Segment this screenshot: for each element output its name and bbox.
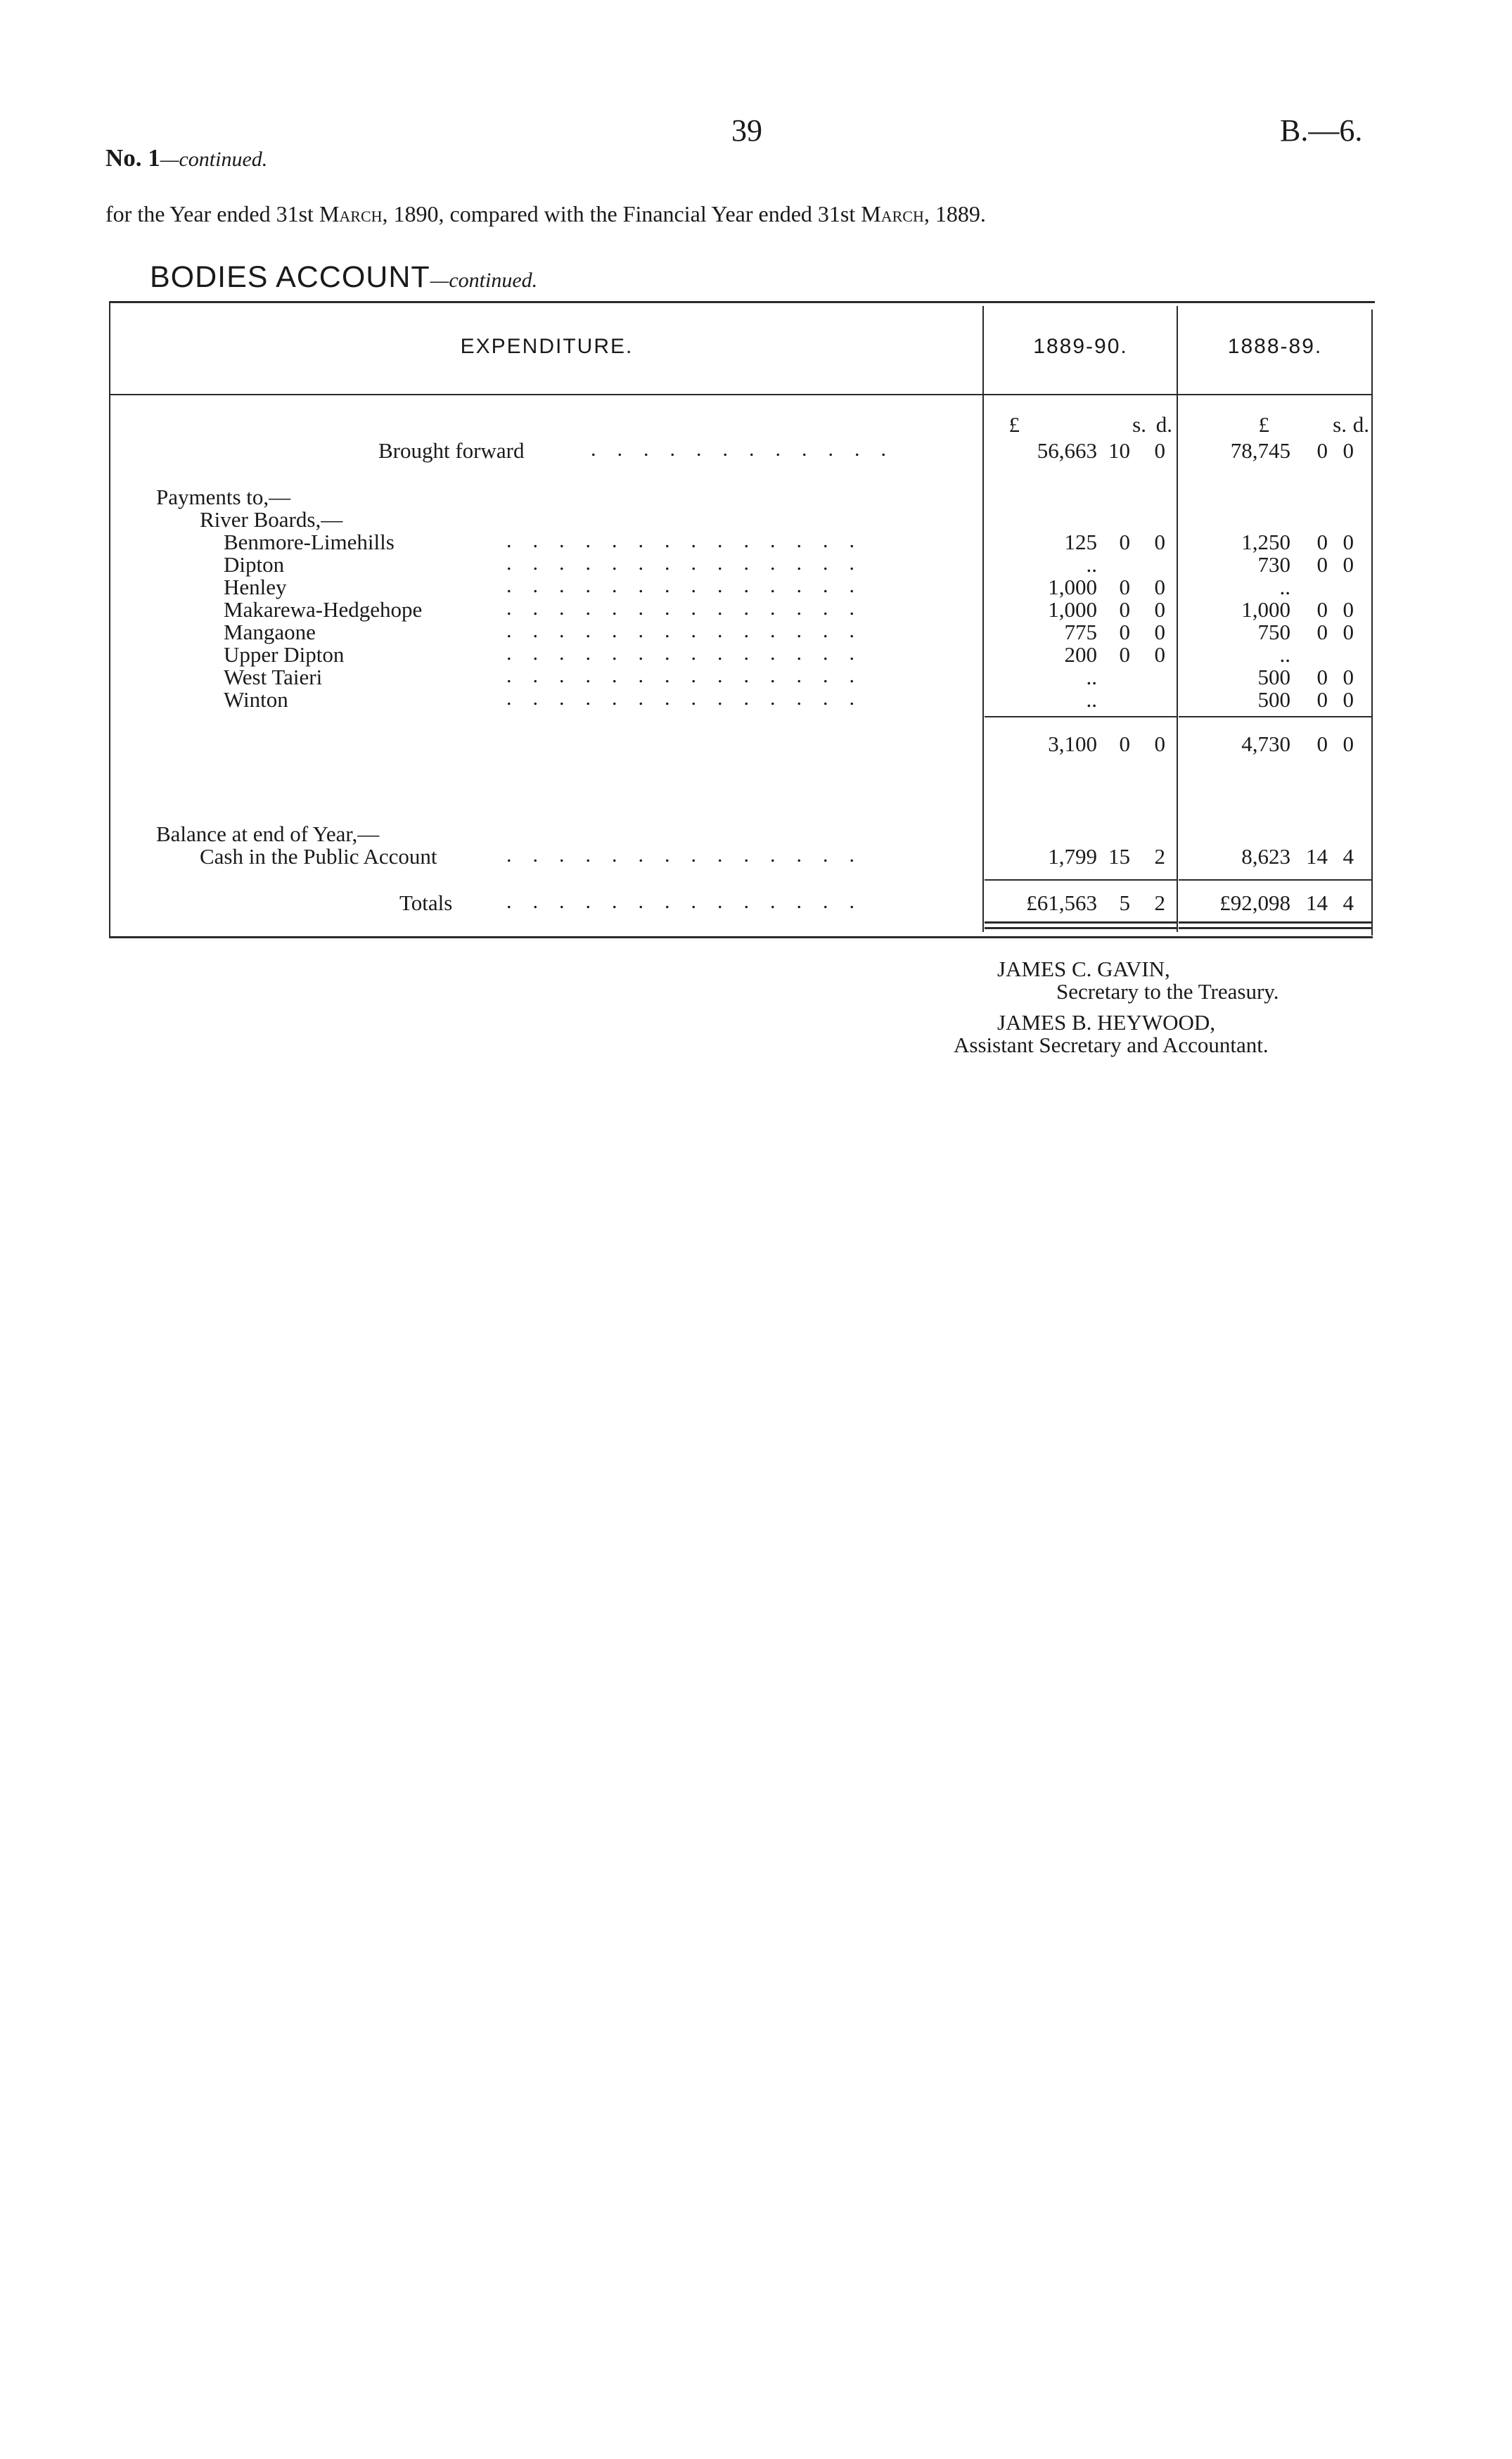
river-board-name: Benmore-Limehills — [224, 530, 395, 554]
cash-y2-shillings: 14 — [1306, 844, 1328, 869]
totals-leader: .............. — [506, 890, 876, 913]
payments-heading: Payments to,— — [156, 485, 291, 509]
subtotal-rule-y2 — [1179, 716, 1371, 717]
row-y2-shillings: 0 — [1316, 597, 1328, 622]
totals-label: Totals — [399, 890, 453, 915]
totals-y1-pence: 2 — [1154, 890, 1165, 915]
river-board-name: West Taieri — [224, 665, 323, 689]
row-leader: .............. — [506, 529, 876, 552]
subtotal-y2-pence: 0 — [1343, 732, 1354, 756]
cash-y1-pence: 2 — [1154, 844, 1165, 869]
row-y2-pounds: .. — [1279, 575, 1290, 599]
row-y1-pence: 0 — [1154, 575, 1165, 599]
row-leader: .............. — [506, 664, 876, 687]
row-y1-shillings: 0 — [1119, 620, 1130, 644]
row-y1-pounds: 1,000 — [1048, 597, 1097, 622]
row-leader: .............. — [506, 551, 876, 575]
totals-y1-pounds: £61,563 — [1026, 890, 1097, 915]
totals-double-rule-y2b — [1179, 927, 1371, 929]
totals-top-rule-y2 — [1179, 879, 1371, 881]
brought-forward-y2-pence: 0 — [1343, 438, 1354, 463]
subtitle-suffix: , 1889. — [923, 201, 986, 226]
row-y1-shillings: 0 — [1119, 530, 1130, 554]
table-bottom-rule — [109, 936, 1373, 938]
signatory-title-2: Assistant Secretary and Accountant. — [954, 1033, 1269, 1057]
unit-pence-y2: d. — [1352, 412, 1369, 437]
document-number-label: No. 1 — [105, 144, 160, 172]
brought-forward-y1-pence: 0 — [1154, 438, 1165, 463]
row-y1-pounds: 1,000 — [1048, 575, 1097, 599]
column-header-expenditure: EXPENDITURE. — [460, 335, 634, 358]
row-y2-pounds: .. — [1279, 642, 1290, 667]
table-col-rule-2 — [1177, 306, 1178, 932]
row-y2-pence: 0 — [1343, 687, 1354, 712]
row-y1-shillings: 0 — [1119, 597, 1130, 622]
unit-shilling-y1: s. — [1132, 412, 1146, 437]
signatory-name-1: JAMES C. GAVIN, — [997, 957, 1170, 981]
totals-double-rule-y1b — [985, 927, 1177, 929]
unit-shilling-y2: s. — [1333, 412, 1347, 437]
table-col-rule-1 — [982, 306, 984, 932]
river-board-name: Dipton — [224, 552, 285, 577]
brought-forward-label: Brought forward — [378, 438, 525, 463]
section-title — [150, 260, 537, 295]
row-y1-pence: 0 — [1154, 597, 1165, 622]
river-board-name: Makarewa-Hedgehope — [224, 597, 423, 622]
cash-leader: .............. — [506, 843, 876, 867]
row-y2-pounds: 750 — [1257, 620, 1290, 644]
row-y2-pence: 0 — [1343, 530, 1354, 554]
unit-pound-y1: £ — [1008, 412, 1020, 437]
table-top-rule — [109, 301, 1375, 303]
row-y1-pence: 0 — [1154, 620, 1165, 644]
river-board-name: Mangaone — [224, 620, 316, 644]
unit-pence-y1: d. — [1155, 412, 1172, 437]
totals-double-rule-y2a — [1179, 921, 1371, 924]
cash-y1-pounds: 1,799 — [1048, 844, 1097, 869]
table-header-rule — [109, 394, 1373, 395]
cash-y2-pence: 4 — [1343, 844, 1354, 869]
row-leader: .............. — [506, 596, 876, 620]
brought-forward-y2-pounds: 78,745 — [1230, 438, 1290, 463]
row-y1-pounds: 200 — [1064, 642, 1097, 667]
totals-double-rule-y1a — [985, 921, 1177, 924]
totals-y1-shillings: 5 — [1119, 890, 1130, 915]
row-y2-pounds: 1,250 — [1241, 530, 1290, 554]
unit-pound-y2: £ — [1258, 412, 1269, 437]
row-leader: .............. — [506, 574, 876, 597]
row-y1-pence: 0 — [1154, 642, 1165, 667]
subtitle-middle: , 1890, compared with the Financial Year ended 31st — [382, 201, 861, 226]
subtotal-y1-shillings: 0 — [1119, 732, 1130, 756]
brought-forward-y2-shillings: 0 — [1316, 438, 1328, 463]
row-y2-pence: 0 — [1343, 597, 1354, 622]
document-reference: B.—6. — [1280, 113, 1363, 148]
row-y1-shillings: 0 — [1119, 642, 1130, 667]
subtotal-rule-y1 — [985, 716, 1177, 717]
column-header-1888-89: 1888-89. — [1227, 335, 1323, 358]
row-y2-pounds: 1,000 — [1241, 597, 1290, 622]
brought-forward-y1-shillings: 10 — [1108, 438, 1130, 463]
brought-forward-y1-pounds: 56,663 — [1037, 438, 1097, 463]
row-y1-pounds: .. — [1086, 552, 1097, 577]
brought-forward-leader: ............ — [591, 437, 907, 461]
row-y2-pence: 0 — [1343, 665, 1354, 689]
table-right-rule — [1371, 309, 1373, 935]
totals-y2-shillings: 14 — [1306, 890, 1328, 915]
subtotal-y1-pence: 0 — [1154, 732, 1165, 756]
row-y2-pounds: 500 — [1257, 665, 1290, 689]
section-title-text: BODIES ACCOUNT — [150, 260, 430, 294]
totals-y2-pence: 4 — [1343, 890, 1354, 915]
cash-y1-shillings: 15 — [1108, 844, 1130, 869]
cash-y2-pounds: 8,623 — [1241, 844, 1290, 869]
row-leader: .............. — [506, 641, 876, 665]
section-title-suffix: —continued. — [430, 269, 538, 292]
row-leader: .............. — [506, 686, 876, 710]
row-y2-shillings: 0 — [1316, 552, 1328, 577]
row-y2-shillings: 0 — [1316, 620, 1328, 644]
row-y2-pence: 0 — [1343, 552, 1354, 577]
totals-top-rule-y1 — [985, 879, 1177, 881]
table-left-rule — [109, 301, 110, 938]
row-y2-shillings: 0 — [1316, 687, 1328, 712]
balance-heading: Balance at end of Year,— — [156, 822, 380, 846]
subtitle-month-2: March — [861, 201, 924, 226]
row-y1-pounds: 125 — [1064, 530, 1097, 554]
row-y1-pounds: .. — [1086, 687, 1097, 712]
subtitle-prefix: for the Year ended 31st — [105, 201, 319, 226]
totals-y2-pounds: £92,098 — [1219, 890, 1290, 915]
signatory-title-1: Secretary to the Treasury. — [1056, 979, 1279, 1004]
river-boards-heading: River Boards,— — [200, 507, 343, 532]
row-y1-pence: 0 — [1154, 530, 1165, 554]
row-y1-pounds: 775 — [1064, 620, 1097, 644]
page-number: 39 — [731, 113, 762, 148]
row-y2-shillings: 0 — [1316, 665, 1328, 689]
column-header-1889-90: 1889-90. — [1033, 335, 1128, 358]
row-leader: .............. — [506, 619, 876, 642]
cash-label: Cash in the Public Account — [200, 844, 437, 869]
row-y1-pounds: .. — [1086, 665, 1097, 689]
row-y2-pounds: 500 — [1257, 687, 1290, 712]
subtotal-y2-pounds: 4,730 — [1241, 732, 1290, 756]
row-y2-shillings: 0 — [1316, 530, 1328, 554]
subtotal-y1-pounds: 3,100 — [1048, 732, 1097, 756]
river-board-name: Upper Dipton — [224, 642, 345, 667]
row-y2-pounds: 730 — [1257, 552, 1290, 577]
row-y1-shillings: 0 — [1119, 575, 1130, 599]
subtitle — [105, 201, 986, 227]
river-board-name: Winton — [224, 687, 288, 712]
river-board-name: Henley — [224, 575, 287, 599]
row-y2-pence: 0 — [1343, 620, 1354, 644]
subtitle-month-1: March — [319, 201, 383, 226]
document-number-suffix: —continued. — [160, 148, 268, 171]
subtotal-y2-shillings: 0 — [1316, 732, 1328, 756]
signatory-name-2: JAMES B. HEYWOOD, — [997, 1010, 1215, 1035]
document-number — [105, 144, 267, 172]
